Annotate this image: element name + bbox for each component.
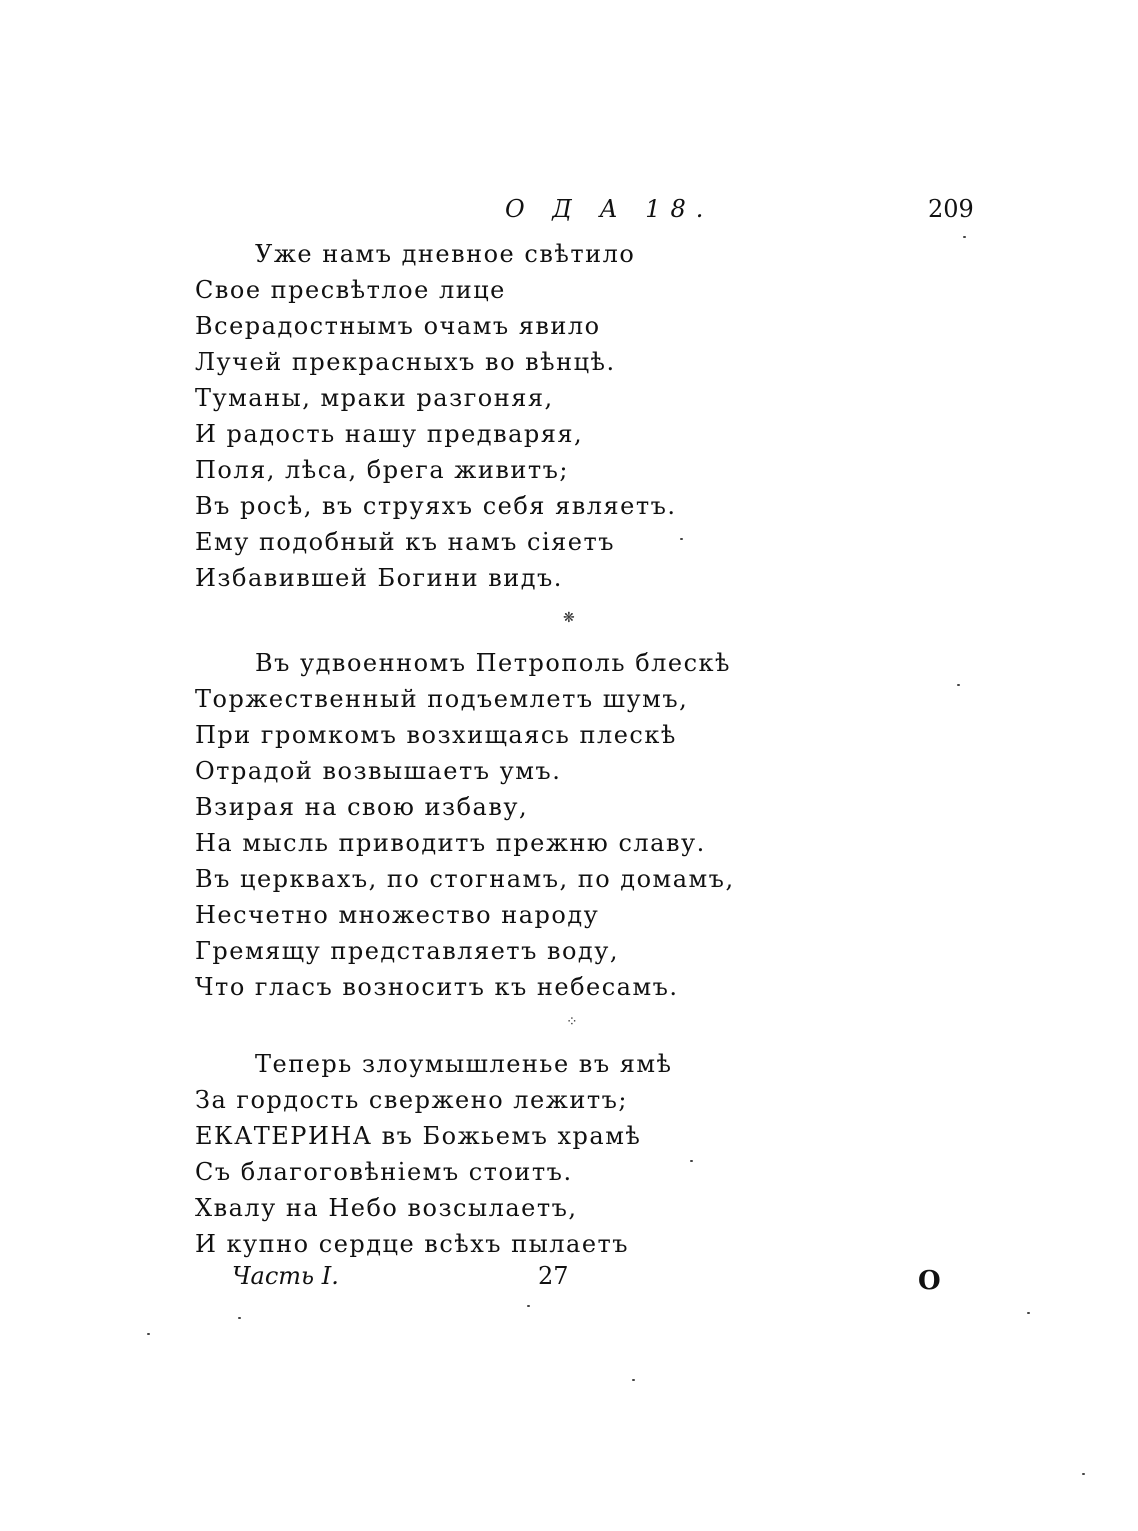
stanza-3 (195, 1046, 755, 1262)
scan-speck (238, 1317, 241, 1319)
volume-part-label: Часть I. (232, 1262, 339, 1290)
verse-line: Несчетно множество народу (195, 901, 600, 929)
verse-line: Свое пресвѣтлое лице (195, 276, 506, 304)
verse-line: ЕКАТЕРИНА въ Божьемъ храмѣ (195, 1122, 642, 1150)
verse-line: Ему подобный къ намъ сіяетъ (195, 528, 616, 556)
verse-line: Взирая на свою избаву, (195, 793, 529, 821)
verse-line: Туманы, мраки разгоняя, (195, 384, 554, 412)
stanza-2 (195, 645, 755, 1005)
verse-line: Въ удвоенномъ Петрополь блескѣ (255, 649, 732, 677)
scan-speck (1082, 1473, 1085, 1475)
scan-speck (1027, 1312, 1030, 1314)
verse-line: На мысль приводитъ прежню славу. (195, 829, 706, 857)
scan-speck (147, 1333, 150, 1335)
scan-speck (680, 538, 683, 540)
signature-mark: 27 (538, 1262, 569, 1290)
verse-line: При громкомъ возхищаясь плескѣ (195, 721, 677, 749)
verse-line: Хвалу на Небо возсылаетъ, (195, 1194, 578, 1222)
scan-speck (527, 1305, 530, 1307)
verse-line: И радость нашу предваряя, (195, 420, 584, 448)
verse-line: За гордость свержено лежитъ; (195, 1086, 628, 1114)
verse-line: Въ церквахъ, по стогнамъ, по домамъ, (195, 865, 735, 893)
verse-line: Лучей прекрасныхъ во вѣнцѣ. (195, 348, 616, 376)
ode-title: О Д А 18. (505, 195, 714, 223)
catchword: О (918, 1266, 941, 1296)
verse-line: Что гласъ возноситъ къ небесамъ. (195, 973, 679, 1001)
verse-line: Поля, лѣса, брега живитъ; (195, 456, 569, 484)
verse-line: Съ благоговѣніемъ стоитъ. (195, 1158, 573, 1186)
stanza-1 (195, 236, 755, 596)
scan-speck (690, 1160, 693, 1162)
verse-line: Гремящу представляетъ воду, (195, 937, 619, 965)
scan-speck (963, 236, 966, 238)
verse-line: Теперь злоумышленье въ ямѣ (255, 1050, 673, 1078)
verse-line: И купно сердце всѣхъ пылаетъ (195, 1230, 630, 1258)
stanza-divider-ornament: ❋ (563, 610, 575, 626)
verse-line: Уже намъ дневное свѣтило (255, 240, 636, 268)
scan-speck (957, 684, 960, 686)
verse-line: Всерадостнымъ очамъ явило (195, 312, 601, 340)
stanza-divider-ornament: ⁘ (566, 1014, 578, 1030)
verse-line: Избавившей Богини видъ. (195, 564, 563, 592)
scan-speck (632, 1379, 635, 1381)
verse-line: Въ росѣ, въ струяхъ себя являетъ. (195, 492, 677, 520)
verse-line: Торжественный подъемлетъ шумъ, (195, 685, 689, 713)
verse-line: Отрадой возвышаетъ умъ. (195, 757, 562, 785)
page-number: 209 (928, 195, 974, 223)
